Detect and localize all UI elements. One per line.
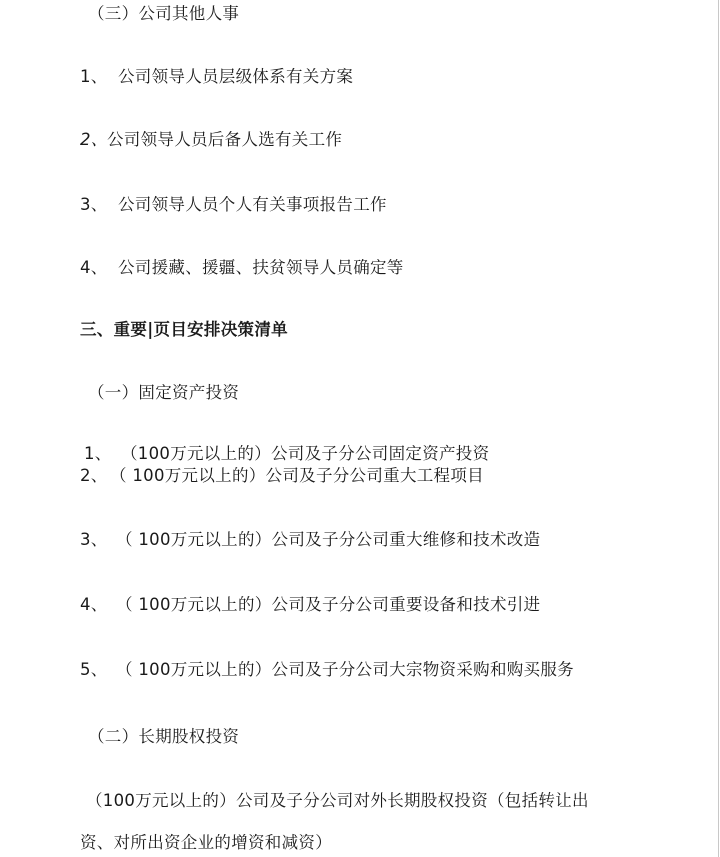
project-item-3-text: （ 100万元以上的）公司及子分公司重大维修和技术改造 — [116, 530, 541, 549]
project-item-4-number: 4、 — [80, 595, 108, 614]
hr-item-4-text: 公司援藏、援疆、扶贫领导人员确定等 — [118, 258, 404, 277]
hr-item-2 — [80, 129, 342, 151]
section-three-title: 三、重要|页目安排决策清单 — [80, 320, 288, 339]
project-item-1-number: 1、 — [84, 444, 112, 463]
hr-item-3 — [80, 194, 387, 216]
project-item-2 — [80, 465, 484, 487]
hr-item-1-text: 公司领导人员层级体系有关方案 — [118, 67, 354, 86]
hr-item-4-number: 4、 — [80, 258, 108, 277]
hr-item-3-number: 3、 — [80, 195, 108, 214]
project-item-4 — [80, 594, 540, 616]
project-item-5-number: 5、 — [80, 660, 108, 679]
heading-fixed-asset-investment: （一）固定资产投资 — [88, 383, 240, 402]
project-item-1-text: （100万元以上的）公司及子分公司固定资产投资 — [121, 444, 490, 463]
hr-item-2-text: 公司领导人员后备人选有关工作 — [107, 130, 343, 149]
heading-other-personnel: （三）公司其他人事 — [88, 4, 240, 23]
project-item-3 — [80, 529, 540, 551]
equity-paragraph-line-2: 资、对所出资企业的增资和减资） — [80, 833, 332, 852]
project-item-5 — [80, 659, 574, 681]
hr-item-1-number: 1、 — [80, 67, 108, 86]
project-item-4-text: （ 100万元以上的）公司及子分公司重要设备和技术引进 — [116, 595, 541, 614]
project-item-2-number: 2、 — [80, 466, 108, 485]
heading-long-term-equity: （二）长期股权投资 — [88, 727, 240, 746]
project-item-5-text: （ 100万元以上的）公司及子分公司大宗物资采购和购买服务 — [116, 660, 574, 679]
hr-item-1 — [80, 66, 353, 88]
project-item-1 — [84, 443, 489, 465]
project-item-2-text: （ 100万元以上的）公司及子分公司重大工程项目 — [110, 466, 484, 485]
hr-item-4 — [80, 257, 404, 279]
equity-paragraph-line-1: （100万元以上的）公司及子分公司对外长期股权投资（包括转让出 — [86, 791, 589, 810]
hr-item-2-number: 2、 — [80, 130, 108, 149]
hr-item-3-text: 公司领导人员个人有关事项报告工作 — [118, 195, 387, 214]
project-item-3-number: 3、 — [80, 530, 108, 549]
